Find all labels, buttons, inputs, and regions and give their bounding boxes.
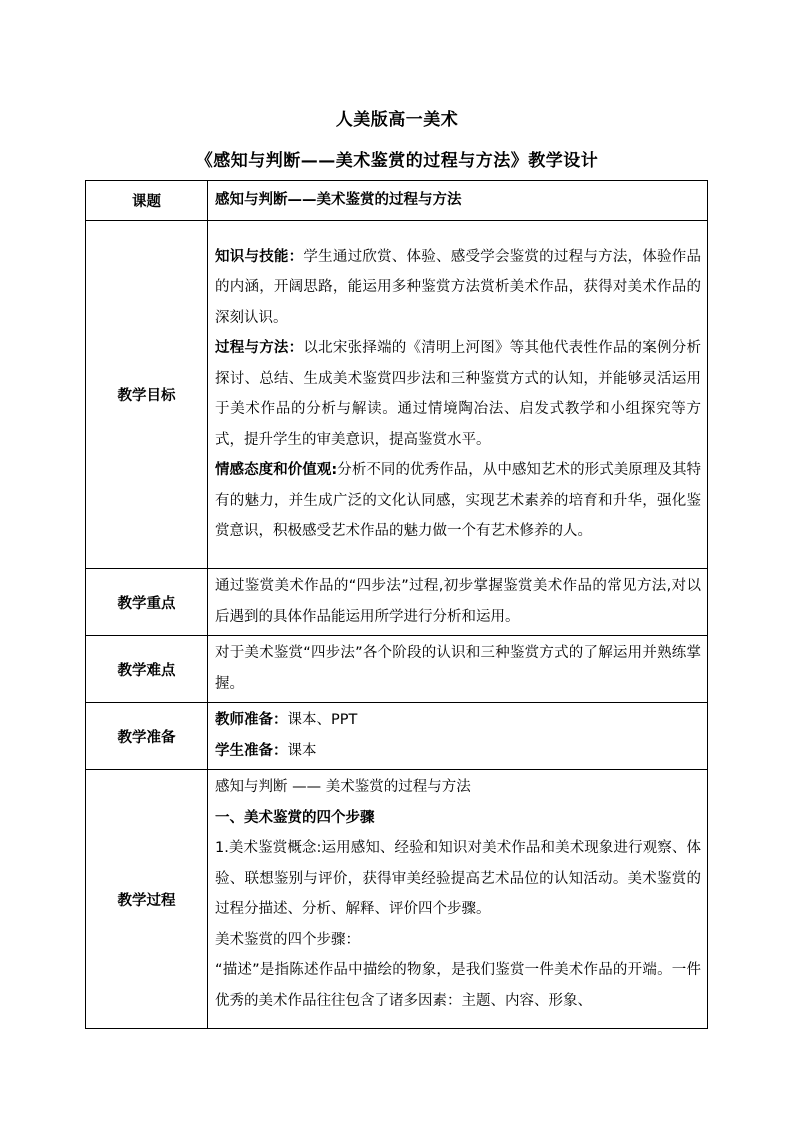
teacher-prep-text: 课本、PPT: [287, 712, 358, 728]
topic-value: 感知与判断——美术鉴赏的过程与方法: [208, 181, 708, 221]
topic-label: 课题: [86, 181, 208, 221]
document-title: 人美版高一美术: [335, 110, 459, 130]
table-row-difficulties: [86, 636, 708, 703]
key-points-label: 教学重点: [86, 569, 208, 636]
emotion-lead: 情感态度和价值观:: [215, 462, 338, 478]
knowledge-paragraph: [215, 242, 701, 334]
process-content: [208, 770, 708, 1029]
student-prep-line: [215, 736, 701, 767]
key-points-text: 通过鉴赏美术作品的“四步法”过程,初步掌握鉴赏美术作品的常见方法,对以后遇到的具体作品能运用所学进行分析和运用。: [208, 569, 708, 636]
emotion-paragraph: [215, 455, 701, 547]
describe-step-paragraph: “描述”是指陈述作品中描绘的物象，是我们鉴赏一件美术作品的开端。一件优秀的美术作品往往包含了诸多因素：主题、内容、形象、: [215, 962, 701, 1009]
objectives-label: 教学目标: [86, 221, 208, 569]
process-section-heading: 一、美术鉴赏的四个步骤: [215, 809, 375, 826]
knowledge-text: 学生通过欣赏、体验、感受学会鉴赏的过程与方法，体验作品的内涵，开阔思路，能运用多种鉴赏方法赏析美术作品，获得对美术作品的深刻认识。: [215, 248, 701, 326]
appreciation-concept: 1.美术鉴赏概念:运用感知、经验和知识对美术作品和美术现象进行观察、体验、联想鉴别与评价，获得审美经验提高艺术品位的认知活动。美术鉴赏的过程分描述、分析、解释、评价四个步骤。: [215, 840, 701, 917]
student-prep-text: 课本: [287, 742, 317, 759]
table-row-objectives: [86, 221, 708, 569]
table-row-key-points: [86, 569, 708, 636]
knowledge-lead: 知识与技能：: [215, 248, 304, 265]
student-prep-lead: 学生准备：: [215, 742, 288, 759]
process-intro-line: 感知与判断 —— 美术鉴赏的过程与方法: [215, 779, 471, 795]
process-label: 教学过程: [86, 770, 208, 1029]
teacher-prep-lead: 教师准备：: [215, 712, 288, 728]
difficulties-label: 教学难点: [86, 636, 208, 703]
table-row-preparation: [86, 703, 708, 770]
lesson-plan-table: [85, 180, 708, 1029]
process-method-lead: 过程与方法：: [215, 340, 304, 356]
preparation-content: [208, 703, 708, 770]
teacher-prep-line: [215, 705, 701, 736]
emotion-text: 分析不同的优秀作品，从中感知艺术的形式美原理及其特有的魅力，并生成广泛的文化认同感，实现艺术素养的培育和升华，强化鉴赏意识，积极感受艺术作品的魅力做一个有艺术修养的人。: [215, 462, 701, 539]
process-method-paragraph: [215, 333, 701, 455]
preparation-label: 教学准备: [86, 703, 208, 770]
objectives-content: [208, 221, 708, 569]
table-row-topic: [86, 181, 708, 221]
difficulties-text: 对于美术鉴赏“四步法”各个阶段的认识和三种鉴赏方式的了解运用并熟练掌握。: [208, 636, 708, 703]
document-subtitle: 《感知与判断——美术鉴赏的过程与方法》教学设计: [195, 151, 599, 171]
table-row-process: [86, 770, 708, 1029]
steps-heading: 美术鉴赏的四个步骤：: [215, 931, 360, 948]
process-method-text: 以北宋张择端的《清明上河图》等其他代表性作品的案例分析探讨、总结、生成美术鉴赏四步法和三种鉴赏方式的认知，并能够灵活运用于美术作品的分析与解读。通过情境陶冶法、启发式教学和小组探究等方式，提升学生的审美意识，提高鉴赏水平。: [215, 340, 701, 448]
process-content-inner: [215, 772, 701, 1017]
